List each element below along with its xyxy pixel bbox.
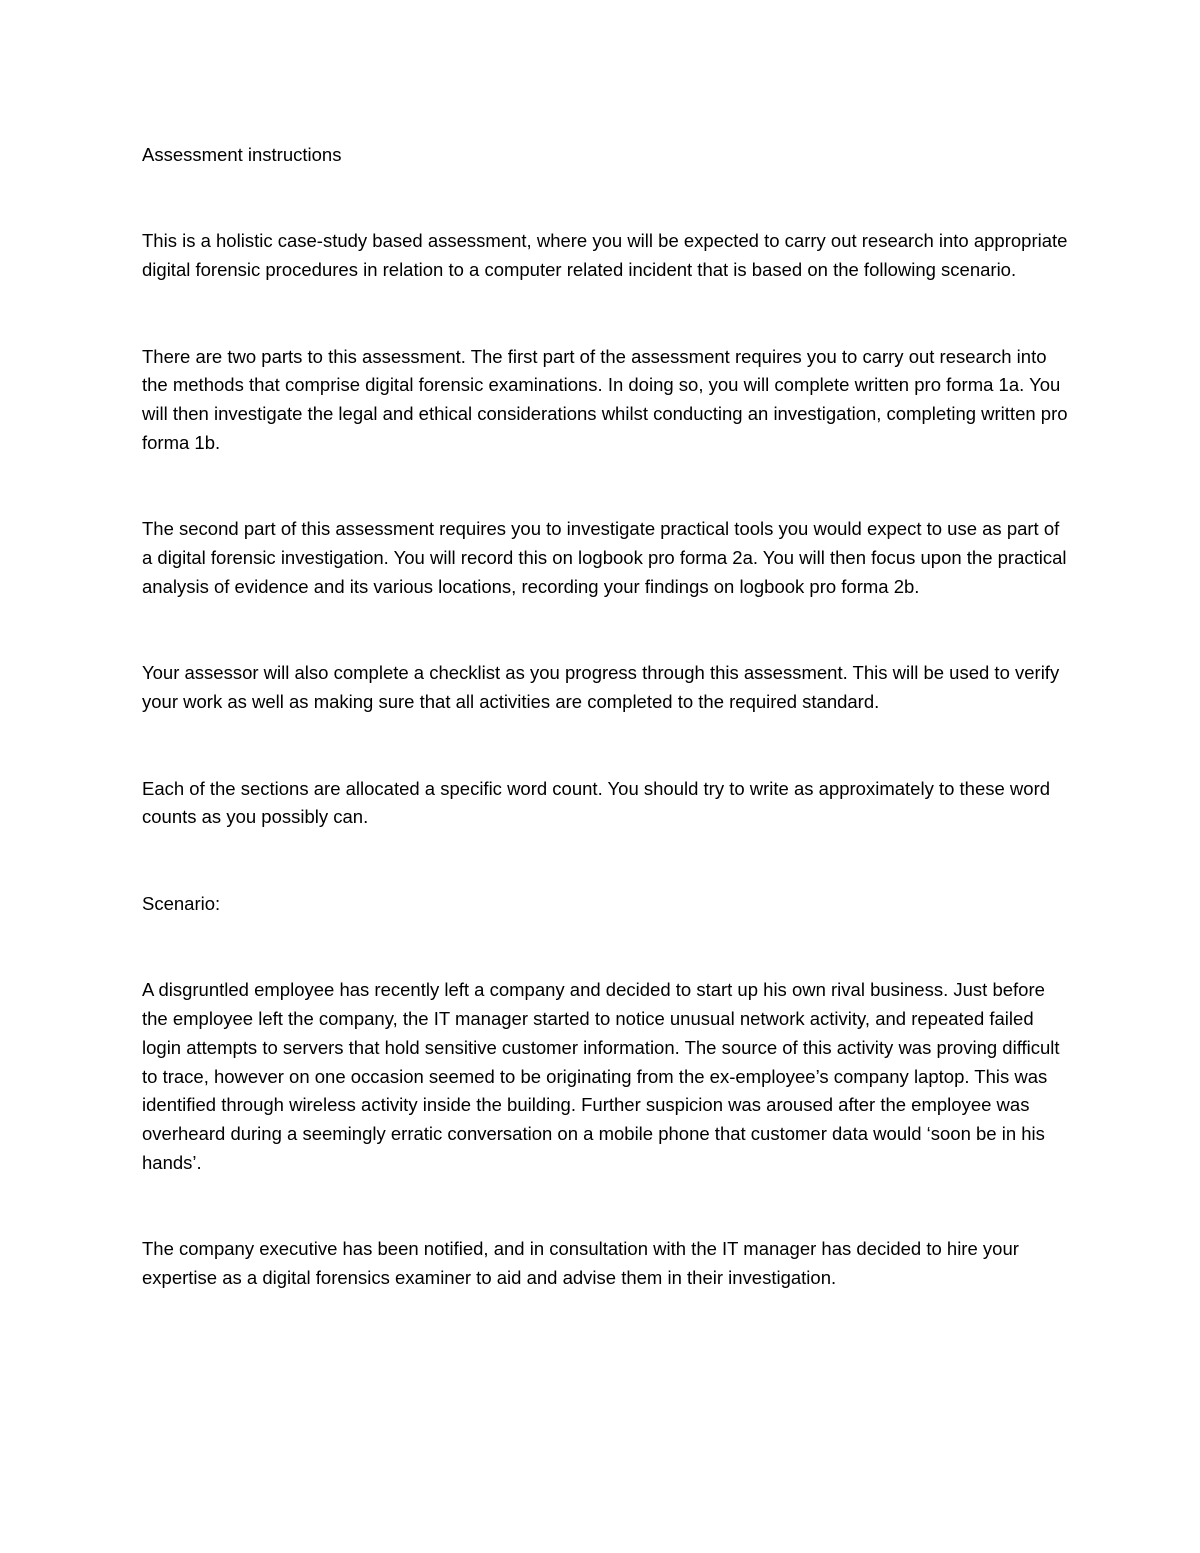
spacer	[142, 285, 1072, 343]
intro-paragraph: This is a holistic case-study based assessment, where you will be expected to carry out research into appropriate digital forensic procedures in relation to a computer related incident that is based on the following scenario.	[142, 230, 1068, 281]
scenario-heading: Scenario:	[142, 892, 221, 914]
spacer	[142, 458, 1072, 516]
assessor-paragraph: Your assessor will also complete a checklist as you progress through this assessment. This will be used to verify your work as well as making sure that all activities are completed to the required standard.	[142, 662, 1060, 713]
second-part-paragraph: The second part of this assessment requires you to investigate practical tools you would expect to use as part of a digital forensic investigation. You will record this on logbook pro forma 2a. You will then focus upon the practical analysis of evidence and its various locations, recording your findings on logbook pro forma 2b.	[142, 518, 1067, 597]
spacer	[142, 602, 1072, 660]
document-body	[142, 141, 1072, 1293]
parts-paragraph: There are two parts to this assessment. The first part of the assessment requires you to carry out research into the methods that comprise digital forensic examinations. In doing so, you will complete written pro forma 1a. You will then investigate the legal and ethical considerations whilst conducting an investigation, completing written pro forma 1b.	[142, 345, 1068, 453]
spacer	[142, 832, 1072, 890]
spacer	[142, 1178, 1072, 1236]
spacer	[142, 919, 1072, 977]
spacer	[142, 170, 1072, 228]
scenario-paragraph: A disgruntled employee has recently left a company and decided to start up his own rival business. Just before the employee left the company, the IT manager started to notice unusual network activity, and repeated failed login attempts to servers that hold sensitive customer information. The source of this activity was proving difficult to trace, however on one occasion seemed to be originating from the ex-employee’s company laptop. This was identified through wireless activity inside the building. Further suspicion was aroused after the employee was overheard during a seemingly erratic conversation on a mobile phone that customer data would ‘soon be in his hands’.	[142, 979, 1060, 1173]
executive-paragraph: The company executive has been notified, and in consultation with the IT manager has decided to hire your expertise as a digital forensics examiner to aid and advise them in their investigation.	[142, 1238, 1019, 1289]
word-count-paragraph: Each of the sections are allocated a specific word count. You should try to write as approximately to these word counts as you possibly can.	[142, 777, 1051, 828]
spacer	[142, 717, 1072, 775]
assessment-heading: Assessment instructions	[142, 144, 342, 165]
